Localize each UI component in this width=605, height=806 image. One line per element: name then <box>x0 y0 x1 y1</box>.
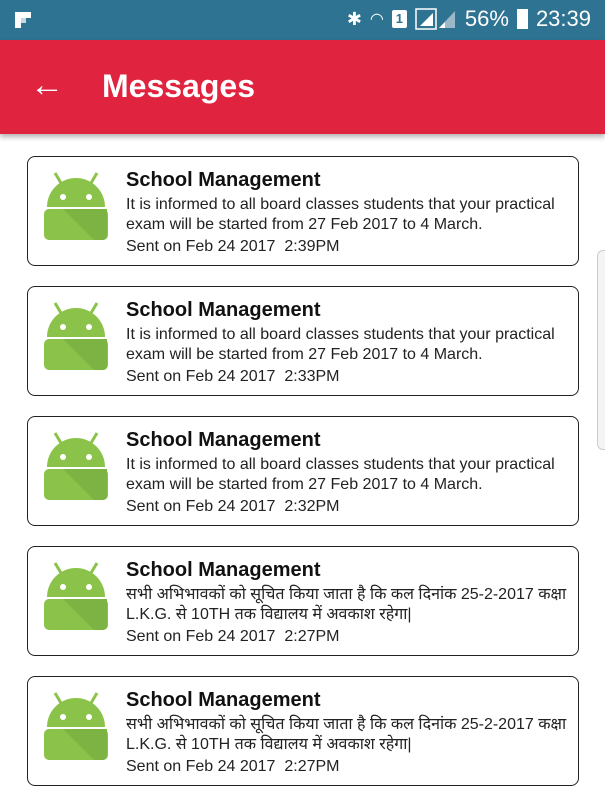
bluetooth-icon: ✱ <box>346 8 362 29</box>
page-title: Messages <box>102 68 255 104</box>
android-icon <box>43 301 109 371</box>
message-sender: School Management <box>126 169 321 191</box>
message-card[interactable] <box>27 676 579 786</box>
status-bar <box>0 0 605 40</box>
clock: 23:39 <box>535 6 591 31</box>
android-icon <box>43 431 109 501</box>
message-sender: School Management <box>126 689 321 711</box>
android-icon <box>43 171 109 241</box>
message-text: सभी अभिभावकों को सूचित किया जाता है कि कल दिनांक 25-2-2017 कक्षा L.K.G. से 10TH तक विद्यालय में अवकाश रहेगा| <box>126 716 567 753</box>
message-timestamp: Sent on Feb 24 2017 2:32PM <box>126 498 340 515</box>
message-sender: School Management <box>126 429 321 451</box>
message-sender: School Management <box>126 559 321 581</box>
message-text: सभी अभिभावकों को सूचित किया जाता है कि कल दिनांक 25-2-2017 कक्षा L.K.G. से 10TH तक विद्यालय में अवकाश रहेगा| <box>126 586 567 623</box>
message-text: It is informed to all board classes students that your practical exam will be started from 27 Feb 2017 to 4 March. <box>126 326 555 363</box>
message-text: It is informed to all board classes students that your practical exam will be started from 27 Feb 2017 to 4 March. <box>126 196 555 233</box>
message-card[interactable] <box>27 156 579 266</box>
message-sender: School Management <box>126 299 321 321</box>
message-timestamp: Sent on Feb 24 2017 2:39PM <box>126 238 340 255</box>
app-bar <box>0 40 605 134</box>
sim-icon: 1 <box>392 10 407 28</box>
app-notification-icon <box>15 12 31 28</box>
message-text: It is informed to all board classes students that your practical exam will be started from 27 Feb 2017 to 4 March. <box>126 456 555 493</box>
message-card[interactable] <box>27 286 579 396</box>
message-card[interactable] <box>27 546 579 656</box>
battery-icon <box>517 9 528 29</box>
android-icon <box>43 561 109 631</box>
scrollbar[interactable] <box>597 250 605 450</box>
wifi-icon: ◠ <box>369 11 384 28</box>
message-timestamp: Sent on Feb 24 2017 2:27PM <box>126 758 340 775</box>
android-icon <box>43 691 109 761</box>
arrow-left-icon[interactable]: ← <box>30 66 64 104</box>
battery-percent: 56% <box>464 6 509 31</box>
message-timestamp: Sent on Feb 24 2017 2:33PM <box>126 368 340 385</box>
message-timestamp: Sent on Feb 24 2017 2:27PM <box>126 628 340 645</box>
signal-icon <box>415 8 457 30</box>
message-card[interactable] <box>27 416 579 526</box>
message-list <box>27 156 579 806</box>
